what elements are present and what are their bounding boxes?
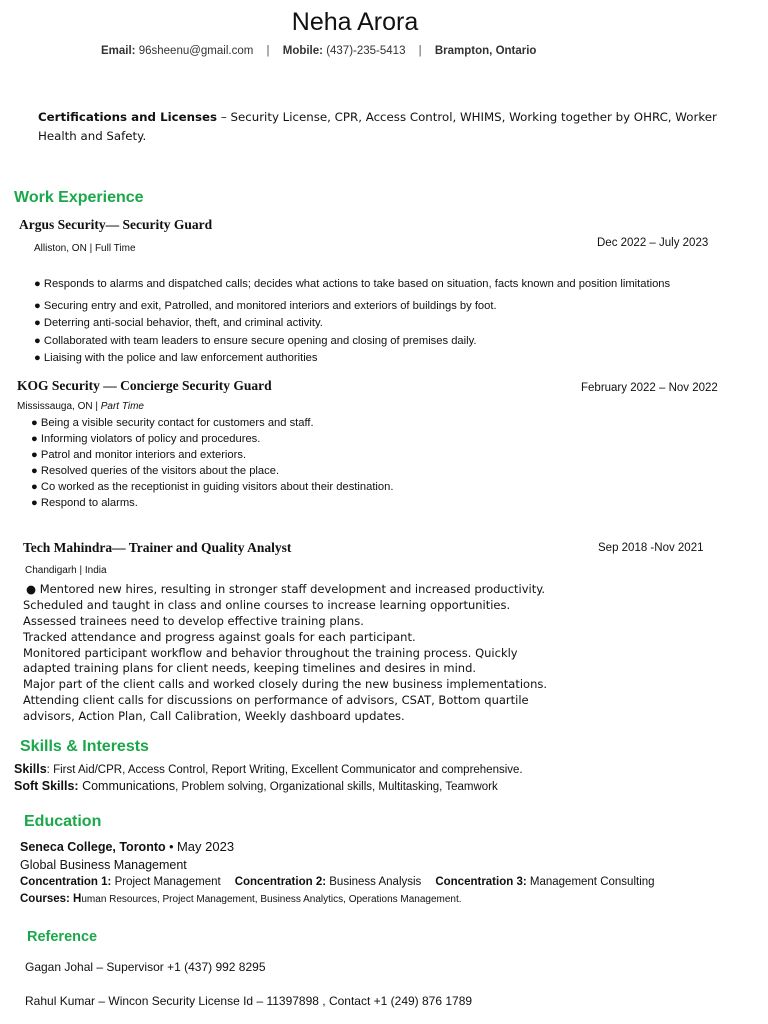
skills-text: First Aid/CPR, Access Control, Report Writing, Excellent Communicator and comprehensive. (49, 764, 523, 776)
contact-separator: | (266, 45, 270, 57)
courses-text: uman Resources, Project Management, Business Analytics, Operations Management. (81, 894, 462, 905)
concentration-2-label: Concentration 2: (234, 876, 327, 888)
certifications-text: – Security License, CPR, Access Control, WHIMS, Working together by OHRC, Worker Health and Safety. (38, 110, 717, 143)
certifications-paragraph (38, 108, 738, 146)
education-school: Seneca College, Toronto (20, 840, 166, 854)
reference-item: Rahul Kumar – Wincon Security License Id – 11397898 , Contact +1 (249) 876 1789 (25, 994, 473, 1008)
job-bullet: Attending client calls for discussions on performance of advisors, CSAT, Bottom quartile (23, 693, 529, 707)
concentration-2: Business Analysis (326, 876, 422, 888)
education-school-line (20, 839, 234, 854)
job-meta (17, 401, 144, 412)
reference-item: Gagan Johal – Supervisor +1 (437) 992 8295 (25, 960, 266, 974)
skills-colon: : (46, 764, 50, 776)
job-date: Sep 2018 -Nov 2021 (598, 542, 704, 554)
concentration-1-label: Concentration 1: (20, 876, 112, 888)
education-date: May 2023 (176, 839, 235, 854)
job-bullet: advisors, Action Plan, Call Calibration, Weekly dashboard updates. (23, 709, 405, 723)
work-experience-heading: Work Experience (14, 189, 144, 206)
soft-skills-label: Soft Skills: (14, 779, 79, 793)
job-bullet: ● Patrol and monitor interiors and exteriors. (31, 449, 247, 461)
mobile-value: (437)-235-5413 (326, 45, 406, 57)
job-bullet: Tracked attendance and progress against goals for each participant. (23, 630, 416, 644)
job-location: Mississauga, ON | (17, 401, 101, 412)
job-title: Argus Security— Security Guard (19, 217, 213, 232)
job-bullet: ● Informing violators of policy and procedures. (31, 433, 261, 445)
education-heading: Education (24, 813, 102, 830)
job-bullet: Major part of the client calls and worked closely during the new business implementations. (23, 677, 548, 691)
job-title: Tech Mahindra— Trainer and Quality Analyst (23, 540, 292, 555)
certifications-label: Certifications and Licenses (38, 110, 218, 124)
concentration-1: Project Management (111, 876, 221, 888)
job-bullet: ● Responds to alarms and dispatched calls; decides what actions to take based on situation, facts known and position limitations (34, 278, 671, 290)
job-date: February 2022 – Nov 2022 (581, 382, 718, 394)
job-date: Dec 2022 – July 2023 (597, 237, 709, 249)
job-bullet: ● Collaborated with team leaders to ensure secure opening and closing of premises daily. (34, 335, 477, 347)
job-bullet: ● Respond to alarms. (31, 497, 138, 509)
location-value: Brampton, Ontario (434, 45, 537, 57)
job-type: Part Time (100, 401, 144, 412)
email-label: Email: (101, 45, 136, 57)
job-bullet: Scheduled and taught in class and online courses to increase learning opportunities. (23, 598, 511, 612)
reference-heading: Reference (27, 929, 98, 945)
education-program: Global Business Management (20, 858, 187, 872)
education-concentrations (20, 876, 655, 888)
job-bullet: ● Mentored new hires, resulting in stronger staff development and increased productivity. (26, 582, 546, 596)
job-bullet: ● Liaising with the police and law enforcement authorities (34, 352, 318, 364)
concentration-3-label: Concentration 3: (435, 876, 527, 888)
job-bullet: ● Co worked as the receptionist in guiding visitors about their destination. (31, 481, 394, 493)
mobile-label: Mobile: (282, 45, 323, 57)
soft-skills-first: Communications (78, 779, 176, 793)
job-bullet: ● Being a visible security contact for customers and staff. (31, 417, 314, 429)
skills-heading: Skills & Interests (20, 738, 149, 755)
education-courses (20, 893, 462, 905)
job-meta: Chandigarh | India (25, 565, 107, 576)
job-meta: Alliston, ON | Full Time (34, 243, 136, 254)
job-bullet: ● Deterring anti-social behavior, theft, and criminal activity. (34, 317, 323, 329)
job-bullet: ● Securing entry and exit, Patrolled, and monitored interiors and exteriors of buildings by foot. (34, 300, 497, 312)
soft-skills-line (14, 779, 498, 793)
skills-line (14, 762, 523, 776)
contact-separator: | (418, 45, 422, 57)
job-bullet: Assessed trainees need to develop effective training plans. (23, 614, 364, 628)
job-bullet: adapted training plans for client needs, keeping timelines and desires in mind. (23, 661, 477, 675)
education-bullet: • (165, 840, 177, 854)
job-bullet: ● Resolved queries of the visitors about the place. (31, 465, 280, 477)
skills-label: Skills (14, 762, 47, 776)
soft-skills-text: , Problem solving, Organizational skills, Multitasking, Teamwork (175, 781, 498, 793)
candidate-name: Neha Arora (291, 8, 419, 36)
email-value: 96sheenu@gmail.com (138, 45, 254, 57)
job-title: KOG Security — Concierge Security Guard (17, 378, 272, 393)
job-bullet: Monitored participant workflow and behavior throughout the training process. Quickly (23, 646, 518, 660)
concentration-3: Management Consulting (526, 876, 655, 888)
contact-line (101, 45, 536, 57)
courses-label: Courses: H (20, 893, 82, 905)
